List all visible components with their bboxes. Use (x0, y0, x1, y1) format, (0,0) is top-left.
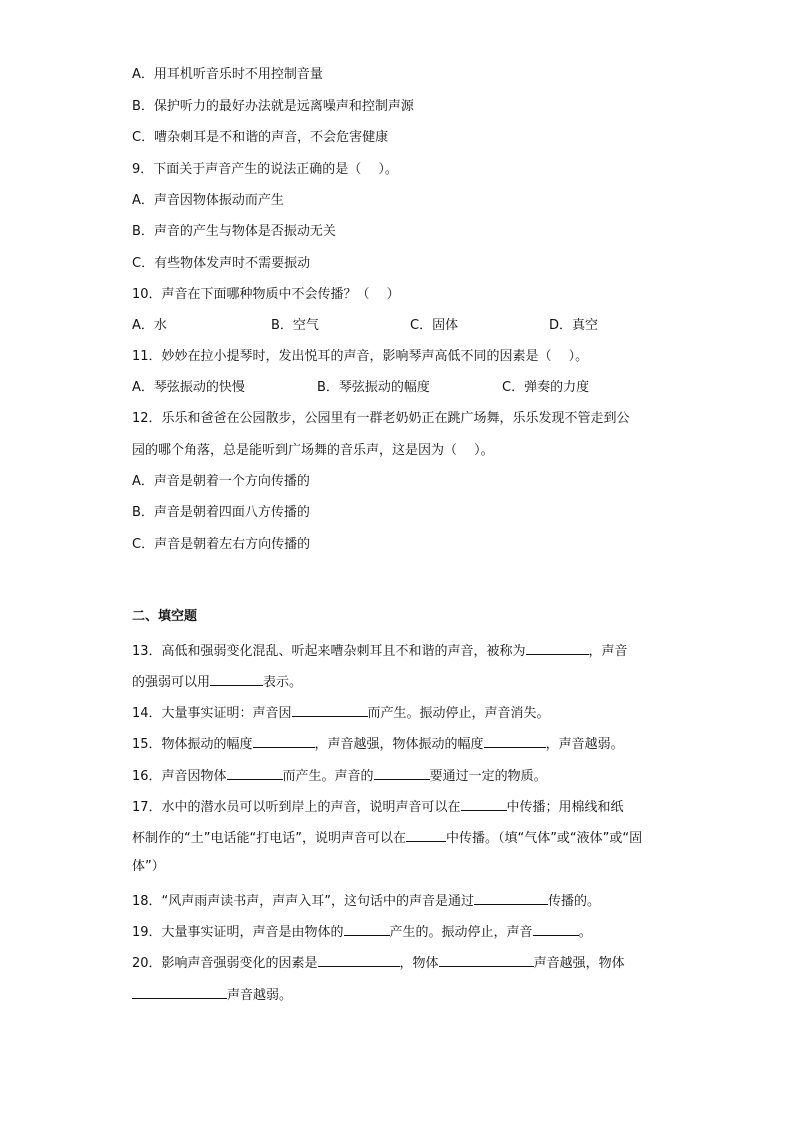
q19-text-1: 19．大量事实证明，声音是由物体的 (132, 925, 344, 940)
q14-text-1: 14．大量事实证明：声音因 (132, 706, 292, 721)
q20-line-1 (132, 953, 625, 972)
q13-blank-1[interactable] (526, 641, 589, 655)
q9-option-a: A．声音因物体振动而产生 (132, 193, 284, 208)
q17-text-1: 17．水中的潜水员可以听到岸上的声音，说明声音可以在 (132, 800, 461, 815)
q20-text-4: 声音越弱。 (227, 988, 293, 1003)
q17-blank-1[interactable] (461, 797, 507, 811)
q20-blank-2[interactable] (439, 953, 534, 967)
q13-blank-2[interactable] (210, 672, 263, 686)
q15-blank-2[interactable] (484, 734, 546, 748)
q11-option-c: C．弹奏的力度 (502, 380, 590, 395)
q8-option-a: A．用耳机听音乐时不用控制音量 (132, 67, 323, 82)
q10-option-a: A．水 (132, 318, 167, 333)
q17-text-2: 中传播；用棉线和纸 (506, 800, 624, 815)
q13-text-2: ，声音 (588, 644, 628, 659)
q13-text-4: 表示。 (263, 675, 303, 690)
q18-text-2: 传播的。 (548, 894, 601, 909)
q12-option-c: C．声音是朝着左右方向传播的 (132, 537, 311, 552)
q17-line-3: 体”） (132, 859, 165, 874)
q11-option-a: A．琴弦振动的快慢 (132, 380, 245, 395)
q17-line-2 (132, 828, 642, 847)
q11-stem: 11．妙妙在拉小提琴时，发出悦耳的声音，影响琴声高低不同的因素是（ ）。 (132, 349, 589, 364)
q17-text-3: 杯制作的“土”电话能“打电话”，说明声音可以在 (132, 831, 406, 846)
q16-blank-2[interactable] (374, 766, 430, 780)
q16-line (132, 766, 547, 785)
q10-option-c: C．固体 (410, 318, 459, 333)
q20-blank-1[interactable] (318, 953, 400, 967)
q13-line-1 (132, 641, 628, 660)
q20-line-2 (132, 985, 292, 1004)
q19-text-3: 。 (578, 925, 592, 940)
q16-blank-1[interactable] (227, 766, 283, 780)
q9-option-c: C．有些物体发声时不需要振动 (132, 256, 311, 271)
q20-blank-3[interactable] (132, 985, 227, 999)
q19-blank-2[interactable] (533, 922, 579, 936)
q17-blank-2[interactable] (406, 828, 446, 842)
q16-text-1: 16．声音因物体 (132, 769, 227, 784)
q12-option-a: A．声音是朝着一个方向传播的 (132, 474, 310, 489)
q8-option-c: C．嘈杂刺耳是不和谐的声音，不会危害健康 (132, 130, 389, 145)
q13-text-3: 的强弱可以用 (132, 675, 211, 690)
q13-line-2 (132, 672, 302, 691)
q17-text-4: 中传播。（填“气体”或“液体”或“固 (445, 831, 643, 846)
q18-line (132, 891, 600, 910)
q15-text-2: ，声音越强，物体振动的幅度 (314, 737, 484, 752)
q15-text-1: 15．物体振动的幅度 (132, 737, 253, 752)
q15-line (132, 734, 624, 753)
q18-blank-1[interactable] (474, 891, 548, 905)
q14-text-2: 而产生。振动停止，声音消失。 (367, 706, 550, 721)
q19-line (132, 922, 592, 941)
q10-stem: 10．声音在下面哪种物质中不会传播？（ ） (132, 287, 400, 302)
q11-option-b: B．琴弦振动的幅度 (317, 380, 430, 395)
q15-blank-1[interactable] (253, 734, 315, 748)
q9-option-b: B．声音的产生与物体是否振动无关 (132, 224, 336, 239)
q8-option-b: B．保护听力的最好办法就是远离噪声和控制声源 (132, 99, 414, 114)
q17-line-1 (132, 797, 624, 816)
q12-option-b: B．声音是朝着四面八方传播的 (132, 505, 310, 520)
q12-stem-line-1: 12．乐乐和爸爸在公园散步，公园里有一群老奶奶正在跳广场舞，乐乐发现不管走到公 (132, 411, 630, 426)
q20-text-3: 声音越强，物体 (533, 956, 625, 971)
q16-text-3: 要通过一定的物质。 (429, 769, 547, 784)
q20-text-1: 20．影响声音强弱变化的因素是 (132, 956, 318, 971)
section-heading-fill-in: 二、填空题 (132, 609, 198, 624)
q18-text-1: 18．“风声雨声读书声，声声入耳”，这句话中的声音是通过 (132, 894, 475, 909)
q16-text-2: 而产生。声音的 (282, 769, 374, 784)
q14-blank-1[interactable] (292, 703, 368, 717)
q12-stem-line-2: 园的哪个角落，总是能听到广场舞的音乐声，这是因为（ ）。 (132, 443, 494, 458)
q14-line (132, 703, 550, 722)
q15-text-3: ，声音越弱。 (545, 737, 624, 752)
q13-text-1: 13．高低和强弱变化混乱、听起来嘈杂刺耳且不和谐的声音，被称为 (132, 644, 526, 659)
q20-text-2: ，物体 (399, 956, 439, 971)
q9-stem: 9．下面关于声音产生的说法正确的是（ ）。 (132, 162, 398, 177)
q19-text-2: 产生的。振动停止，声音 (389, 925, 533, 940)
q10-option-b: B．空气 (271, 318, 319, 333)
q19-blank-1[interactable] (344, 922, 390, 936)
q10-option-d: D．真空 (549, 318, 599, 333)
